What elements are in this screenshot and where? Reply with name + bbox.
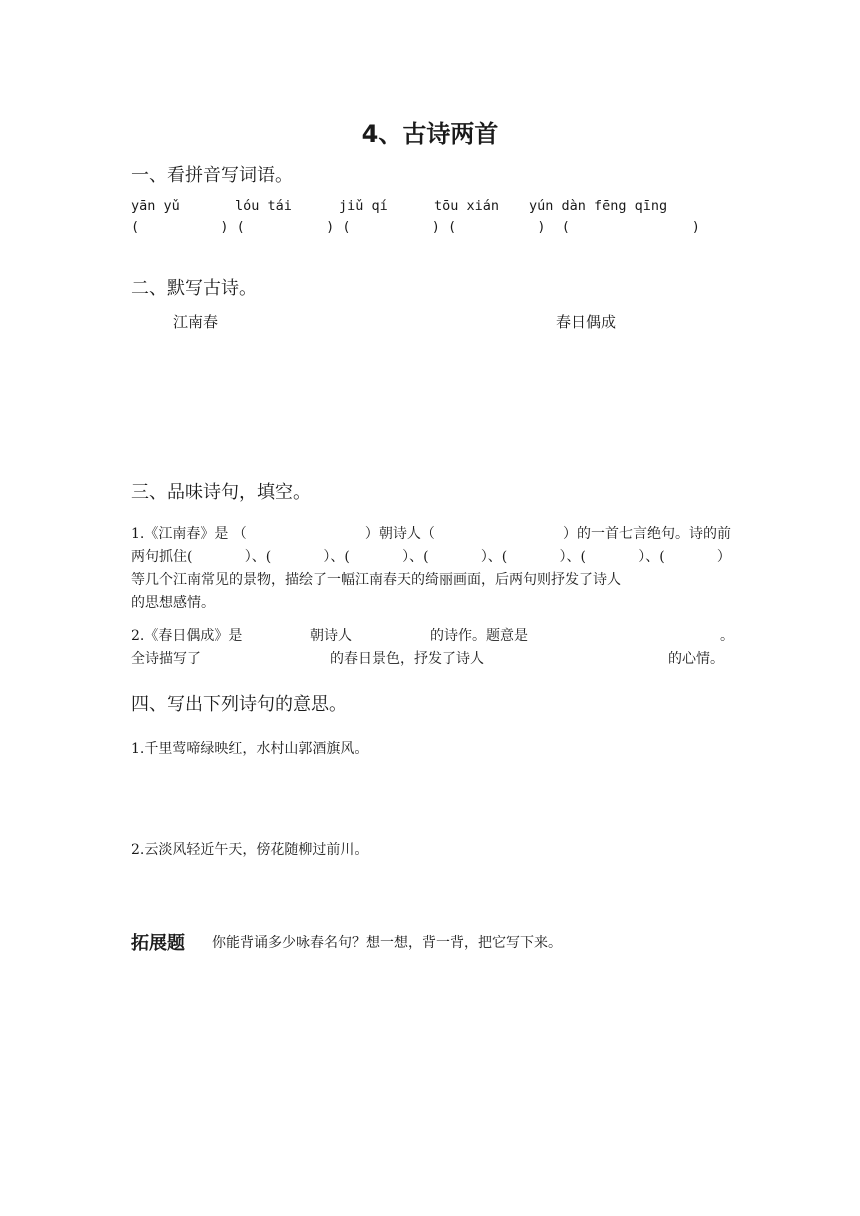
- section-2-heading: 二、默写古诗。: [131, 278, 257, 299]
- q1-text: 1.《江南春》是 （: [131, 526, 247, 542]
- pinyin-item: yún dàn fēng qīng: [529, 198, 668, 214]
- question-1: [131, 523, 731, 615]
- q1-line-4: 的思想感情。: [131, 595, 215, 611]
- q2-text: 的春日景色，抒发了诗人: [330, 651, 484, 667]
- section-4-heading: 四、写出下列诗句的意思。: [131, 694, 347, 715]
- meaning-line-2: 2.云淡风轻近午天，傍花随柳过前川。: [131, 842, 369, 858]
- q2-text: 。: [720, 628, 734, 644]
- pinyin-answer-blanks[interactable]: ( ) ( ) ( ) ( ) ( ): [131, 219, 700, 235]
- answer-blank[interactable]: [464, 523, 534, 546]
- q1-line-1: [131, 523, 731, 546]
- q2-text: 全诗描写了: [131, 651, 201, 667]
- meaning-line-1: 1.千里莺啼绿映红，水村山郭酒旗风。: [131, 741, 369, 757]
- answer-blank[interactable]: [276, 523, 336, 546]
- q2-text: 朝诗人: [310, 628, 352, 644]
- q1-text: ）: [716, 549, 731, 565]
- q1-text: 两句抓住(: [131, 549, 193, 565]
- q2-text: 的心情。: [668, 651, 724, 667]
- q1-line-2: [131, 546, 731, 569]
- pinyin-item: lóu tái: [235, 198, 292, 214]
- section-1-heading: 一、看拼音写词语。: [131, 165, 293, 186]
- q2-text: 2.《春日偶成》是: [131, 628, 243, 644]
- poem-title-jiangnanchun: 江南春: [173, 313, 219, 331]
- q1-blank-sep[interactable]: ）、(: [638, 549, 665, 565]
- q1-line-3: 等几个江南常见的景物，描绘了一幅江南春天的绮丽画面，后两句则抒发了诗人: [131, 572, 621, 588]
- extension-text: 你能背诵多少咏春名句？想一想，背一背，把它写下来。: [212, 935, 562, 951]
- pinyin-item: yān yǔ: [131, 198, 180, 214]
- pinyin-item: tōu xián: [434, 198, 500, 214]
- poem-title-chunriouchen: 春日偶成: [556, 313, 617, 331]
- q1-blank-sep[interactable]: ）、(: [402, 549, 429, 565]
- q1-blank-sep[interactable]: ）、(: [480, 549, 508, 565]
- q2-text: 的诗作。题意是: [430, 628, 528, 644]
- page-title: 4、古诗两首: [361, 120, 499, 148]
- q1-blank-sep[interactable]: ）、(: [559, 549, 586, 565]
- q1-blank-sep[interactable]: ）、(: [244, 549, 272, 565]
- q1-blank-sep[interactable]: ）、(: [323, 549, 350, 565]
- section-3-heading: 三、品味诗句，填空。: [131, 482, 311, 503]
- q1-text: ）的一首七言绝句。诗的前: [563, 526, 731, 542]
- q1-text: ）朝诗人（: [364, 526, 435, 542]
- extension-label: 拓展题: [131, 933, 185, 954]
- pinyin-item: jiǔ qí: [339, 198, 388, 214]
